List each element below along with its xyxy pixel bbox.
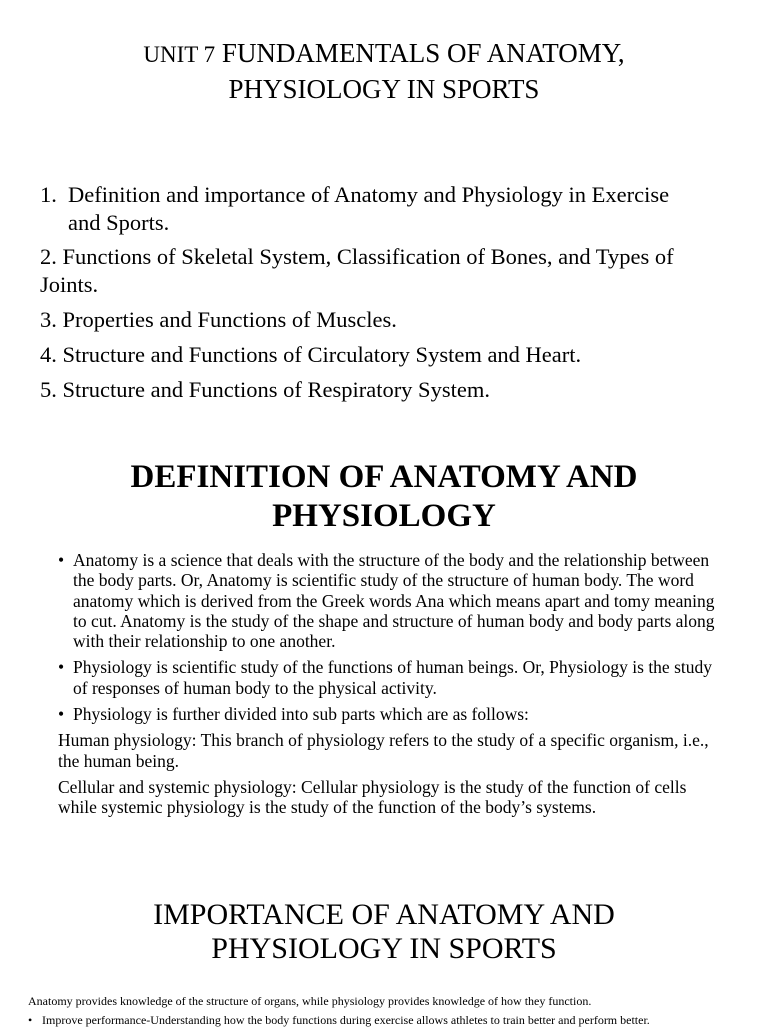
- bullet-marker: •: [28, 1013, 33, 1027]
- definition-heading-line1: DEFINITION OF ANATOMY AND: [130, 459, 638, 495]
- slide-unit-overview: [0, 0, 768, 440]
- bullet-marker: •: [58, 657, 65, 678]
- bullet-anatomy: [58, 550, 718, 651]
- slide-definition: [0, 440, 768, 860]
- definition-body: [58, 550, 718, 824]
- bullet-text: Physiology is further divided into sub parts which are as follows:: [73, 704, 529, 725]
- bullet-improve-performance: [28, 1013, 748, 1028]
- unit-title-line2: PHYSIOLOGY IN SPORTS: [228, 74, 540, 104]
- topic-number: 1.: [40, 182, 57, 207]
- topic-item-5: 5. Structure and Functions of Respiratory System.: [40, 377, 490, 402]
- topic-item-4: 4. Structure and Functions of Circulatory System and Heart.: [40, 342, 582, 367]
- importance-heading-line1: IMPORTANCE OF ANATOMY AND: [153, 898, 615, 931]
- topic-item-1: [40, 181, 700, 237]
- bullet-marker: •: [58, 550, 65, 570]
- unit-title: [0, 36, 768, 106]
- topic-item-3: 3. Properties and Functions of Muscles.: [40, 307, 397, 332]
- bullet-text: Improve performance-Understanding how the body functions during exercise allows athletes to train better and perform better.: [42, 1013, 650, 1027]
- unit-title-line1: [0, 36, 768, 72]
- importance-intro: Anatomy provides knowledge of the structure of organs, while physiology provides knowledge of how they function.: [28, 994, 592, 1008]
- importance-heading-line2: PHYSIOLOGY IN SPORTS: [211, 932, 557, 965]
- topic-list: [40, 181, 700, 411]
- bullet-subparts: [58, 704, 718, 724]
- unit-title-line1-text: FUNDAMENTALS OF ANATOMY,: [215, 38, 625, 68]
- paragraph-human-physiology: Human physiology: This branch of physiology refers to the study of a specific organism, i.e., the human being.: [58, 730, 709, 771]
- bullet-text: Anatomy is a science that deals with the structure of the body and the relationship between the body parts. Or, Anatomy is scientific study of the structure of human body. The word anatomy which is derived from the Greek words Ana which means apart and tomy meaning to cut. Anatomy is the study of the shape and structure of human body and body parts along with their relationship to one another.: [73, 550, 715, 652]
- paragraph-cellular-physiology: Cellular and systemic physiology: Cellular physiology is the study of the function of cells while systemic physiology is the study of the function of the body’s systems.: [58, 776, 687, 818]
- definition-heading-line2: PHYSIOLOGY: [272, 498, 496, 534]
- topic-item-2: 2. Functions of Skeletal System, Classification of Bones, and Types of Joints.: [40, 244, 674, 297]
- bullet-text: Physiology is scientific study of the functions of human beings. Or, Physiology is the study of responses of human body to the physical activity.: [73, 657, 712, 698]
- importance-heading: [0, 898, 768, 966]
- definition-heading: [0, 458, 768, 536]
- bullet-marker: •: [58, 704, 65, 725]
- bullet-physiology: [58, 657, 718, 698]
- unit-number: UNIT 7: [143, 42, 216, 67]
- slide-importance: [0, 860, 768, 1027]
- topic-text: Definition and importance of Anatomy and Physiology in Exercise and Sports.: [68, 182, 670, 235]
